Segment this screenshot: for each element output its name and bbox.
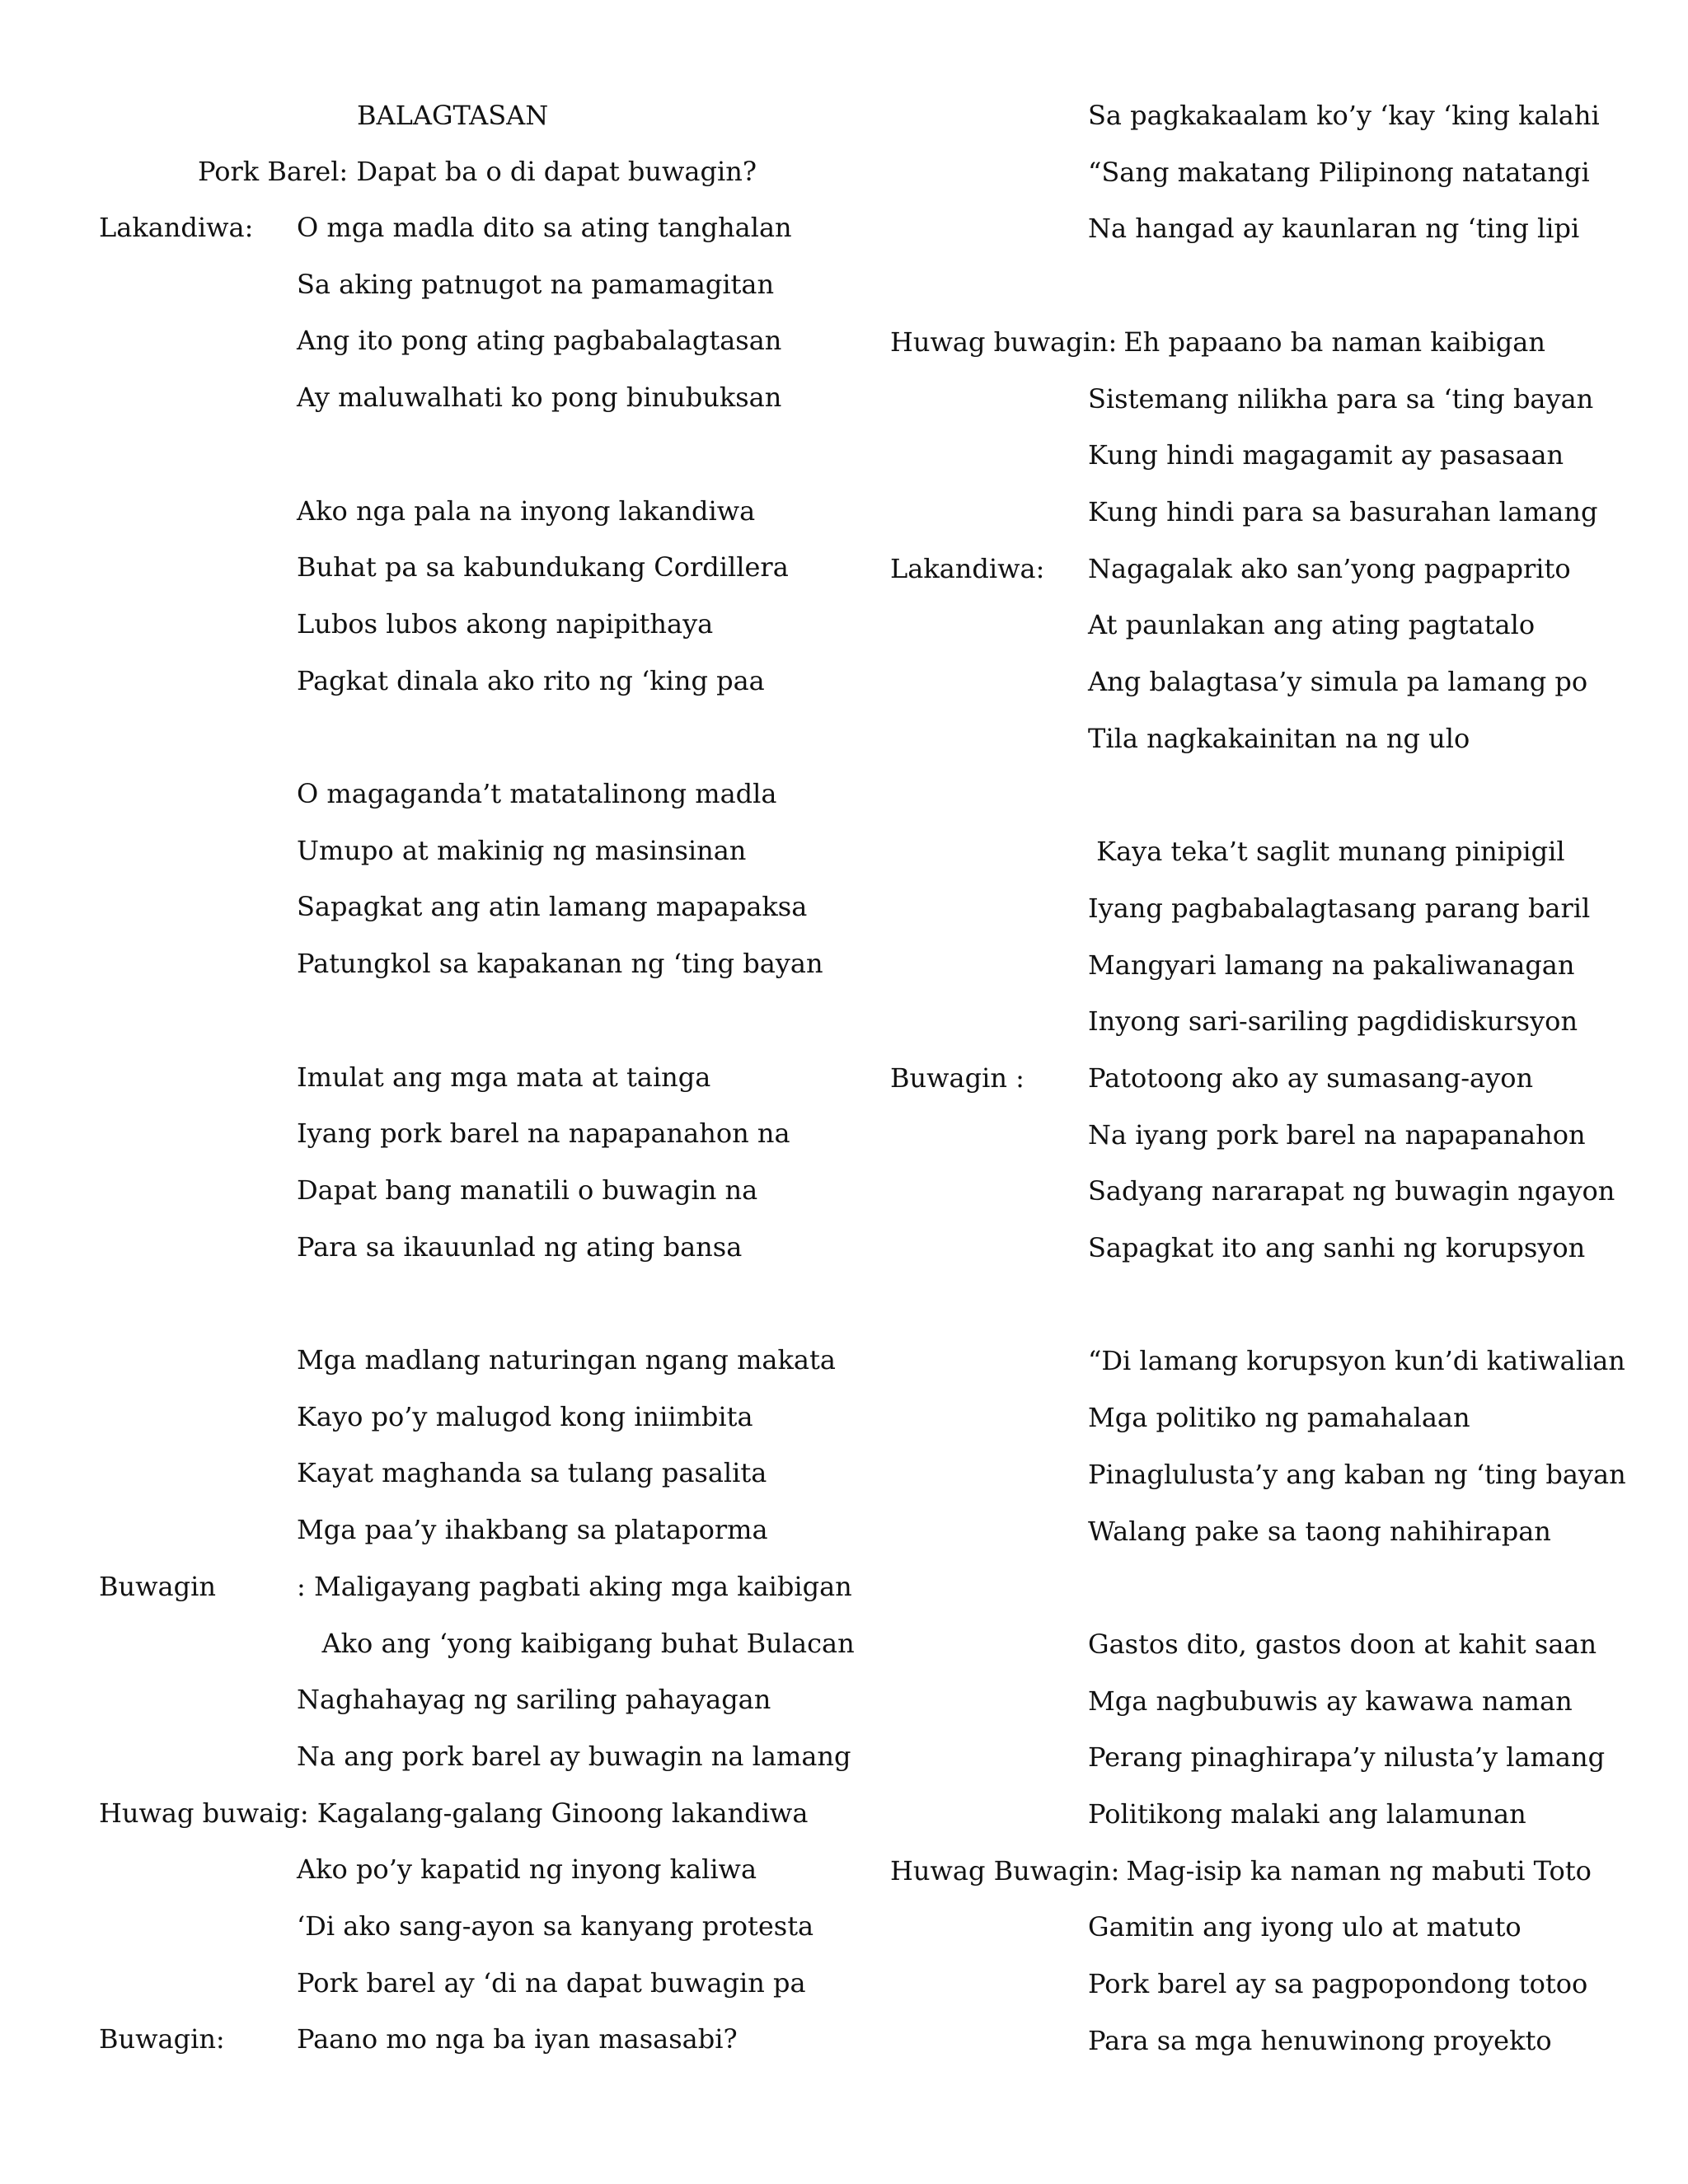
verse-line: Ako po’y kapatid ng inyong kaliwa [297, 1854, 757, 1886]
verse-line: Pork barel ay ‘di na dapat buwagin pa [297, 1966, 806, 1999]
verse-line: Na iyang pork barel na napapanahon [1088, 1118, 1586, 1151]
verse-line: Naghahayag ng sariling pahayagan [297, 1684, 771, 1716]
document-title: BALAGTASAN [357, 100, 549, 131]
speaker-label: Huwag buwagin: [890, 326, 1118, 358]
verse-line: Pinaglulusta’y ang kaban ng ‘ting bayan [1088, 1458, 1626, 1490]
verse-line: Sistemang nilikha para sa ‘ting bayan [1088, 382, 1594, 415]
verse-line: O magaganda’t matatalinong madla [297, 778, 777, 809]
verse-line: Mga madlang naturingan ngang makata [297, 1344, 836, 1376]
verse-line: Kung hindi para sa basurahan lamang [1088, 495, 1598, 527]
verse-line: Na hangad ay kaunlaran ng ‘ting lipi [1088, 213, 1580, 245]
verse-line: Para sa mga henuwinong proyekto [1088, 2024, 1552, 2056]
verse-line: O mga madla dito sa ating tanghalan [297, 212, 792, 243]
verse-line: Nagagalak ako san’yong pagpaprito [1088, 552, 1571, 584]
verse-line: Tila nagkakainitan na ng ulo [1088, 722, 1470, 754]
document-subtitle: Pork Barel: Dapat ba o di dapat buwagin? [198, 156, 757, 187]
speaker-label: Huwag Buwagin: [890, 1854, 1120, 1886]
verse-line: Perang pinaghirapa’y nilusta’y lamang [1088, 1741, 1606, 1774]
verse-line: Sa pagkakaalam ko’y ‘kay ‘king kalahi [1088, 100, 1600, 131]
verse-line: Ang balagtasa’y simula pa lamang po [1088, 666, 1588, 697]
verse-line: Ay maluwalhati ko pong binubuksan [297, 382, 782, 414]
verse-line: Patotoong ako ay sumasang-ayon [1088, 1062, 1534, 1094]
verse-line: Mga paa’y ihakbang sa plataporma [297, 1514, 768, 1546]
verse-line: Sa aking patnugot na pamamagitan [297, 268, 775, 300]
verse-line: Buhat pa sa kabundukang Cordillera [297, 551, 789, 583]
verse-line: Walang pake sa taong nahihirapan [1088, 1515, 1551, 1547]
speaker-label: Buwagin [99, 1570, 216, 1602]
verse-line: Umupo at makinig ng masinsinan [297, 834, 747, 866]
verse-line: Kayo po’y malugod kong iniimbita [297, 1400, 753, 1432]
verse-line: Lubos lubos akong napipithaya [297, 607, 714, 640]
speaker-label: Huwag buwaig: [99, 1797, 309, 1829]
speaker-label: Lakandiwa: [890, 552, 1045, 584]
verse-line: ‘Di ako sang-ayon sa kanyang protesta [297, 1910, 814, 1942]
verse-line: Kaya teka’t saglit munang pinipigil [1088, 836, 1565, 868]
speaker-label: Lakandiwa: [99, 212, 254, 243]
verse-line: Iyang pagbabalagtasang parang baril [1088, 892, 1591, 924]
verse-line: Imulat ang mga mata at tainga [297, 1061, 711, 1093]
verse-line: Mag-isip ka naman ng mabuti Toto [1126, 1854, 1592, 1886]
verse-line: Para sa ikauunlad ng ating bansa [297, 1230, 743, 1263]
verse-line: Paano mo nga ba iyan masasabi? [297, 2023, 738, 2055]
verse-line: Patungkol sa kapakanan ng ‘ting bayan [297, 948, 823, 980]
verse-line: Eh papaano ba naman kaibigan [1123, 326, 1545, 358]
verse-line: : Maligayang pagbati aking mga kaibigan [297, 1570, 852, 1602]
verse-line: Ako nga pala na inyong lakandiwa [297, 494, 756, 527]
speaker-label: Buwagin : [890, 1062, 1025, 1094]
verse-line: Pork barel ay sa pagpopondong totoo [1088, 1968, 1588, 2000]
verse-line: At paunlakan ang ating pagtatalo [1088, 609, 1536, 641]
verse-line: Mangyari lamang na pakaliwanagan [1088, 949, 1575, 981]
verse-line: Kayat maghanda sa tulang pasalita [297, 1457, 767, 1489]
verse-line: Sapagkat ito ang sanhi ng korupsyon [1088, 1232, 1586, 1263]
verse-line: Iyang pork barel na napapanahon na [297, 1118, 790, 1150]
verse-line: Kung hindi magagamit ay pasasaan [1088, 439, 1564, 471]
verse-line: Ang ito pong ating pagbabalagtasan [297, 325, 782, 357]
verse-line: Mga nagbubuwis ay kawawa naman [1088, 1685, 1573, 1717]
verse-line: Ako ang ‘yong kaibigang buhat Bulacan [297, 1627, 855, 1659]
verse-line: Gastos dito, gastos doon at kahit saan [1088, 1628, 1597, 1660]
verse-line: Na ang pork barel ay buwagin na lamang [297, 1740, 851, 1772]
verse-line: Gamitin ang iyong ulo at matuto [1088, 1911, 1522, 1943]
speaker-label: Buwagin: [99, 2023, 225, 2055]
verse-line: Mga politiko ng pamahalaan [1088, 1402, 1470, 1434]
verse-line: Sadyang nararapat ng buwagin ngayon [1088, 1175, 1615, 1207]
verse-line: Sapagkat ang atin lamang mapapaksa [297, 891, 808, 923]
verse-line: Dapat bang manatili o buwagin na [297, 1174, 758, 1206]
verse-line: Pagkat dinala ako rito ng ‘king paa [297, 664, 765, 696]
verse-line: Politikong malaki ang lalamunan [1088, 1798, 1526, 1830]
verse-line: “Di lamang korupsyon kun’di katiwalian [1088, 1345, 1625, 1377]
verse-line: “Sang makatang Pilipinong natatangi [1088, 156, 1590, 188]
verse-line: Kagalang-galang Ginoong lakandiwa [316, 1797, 809, 1829]
verse-line: Inyong sari-sariling pagdidiskursyon [1088, 1005, 1578, 1038]
